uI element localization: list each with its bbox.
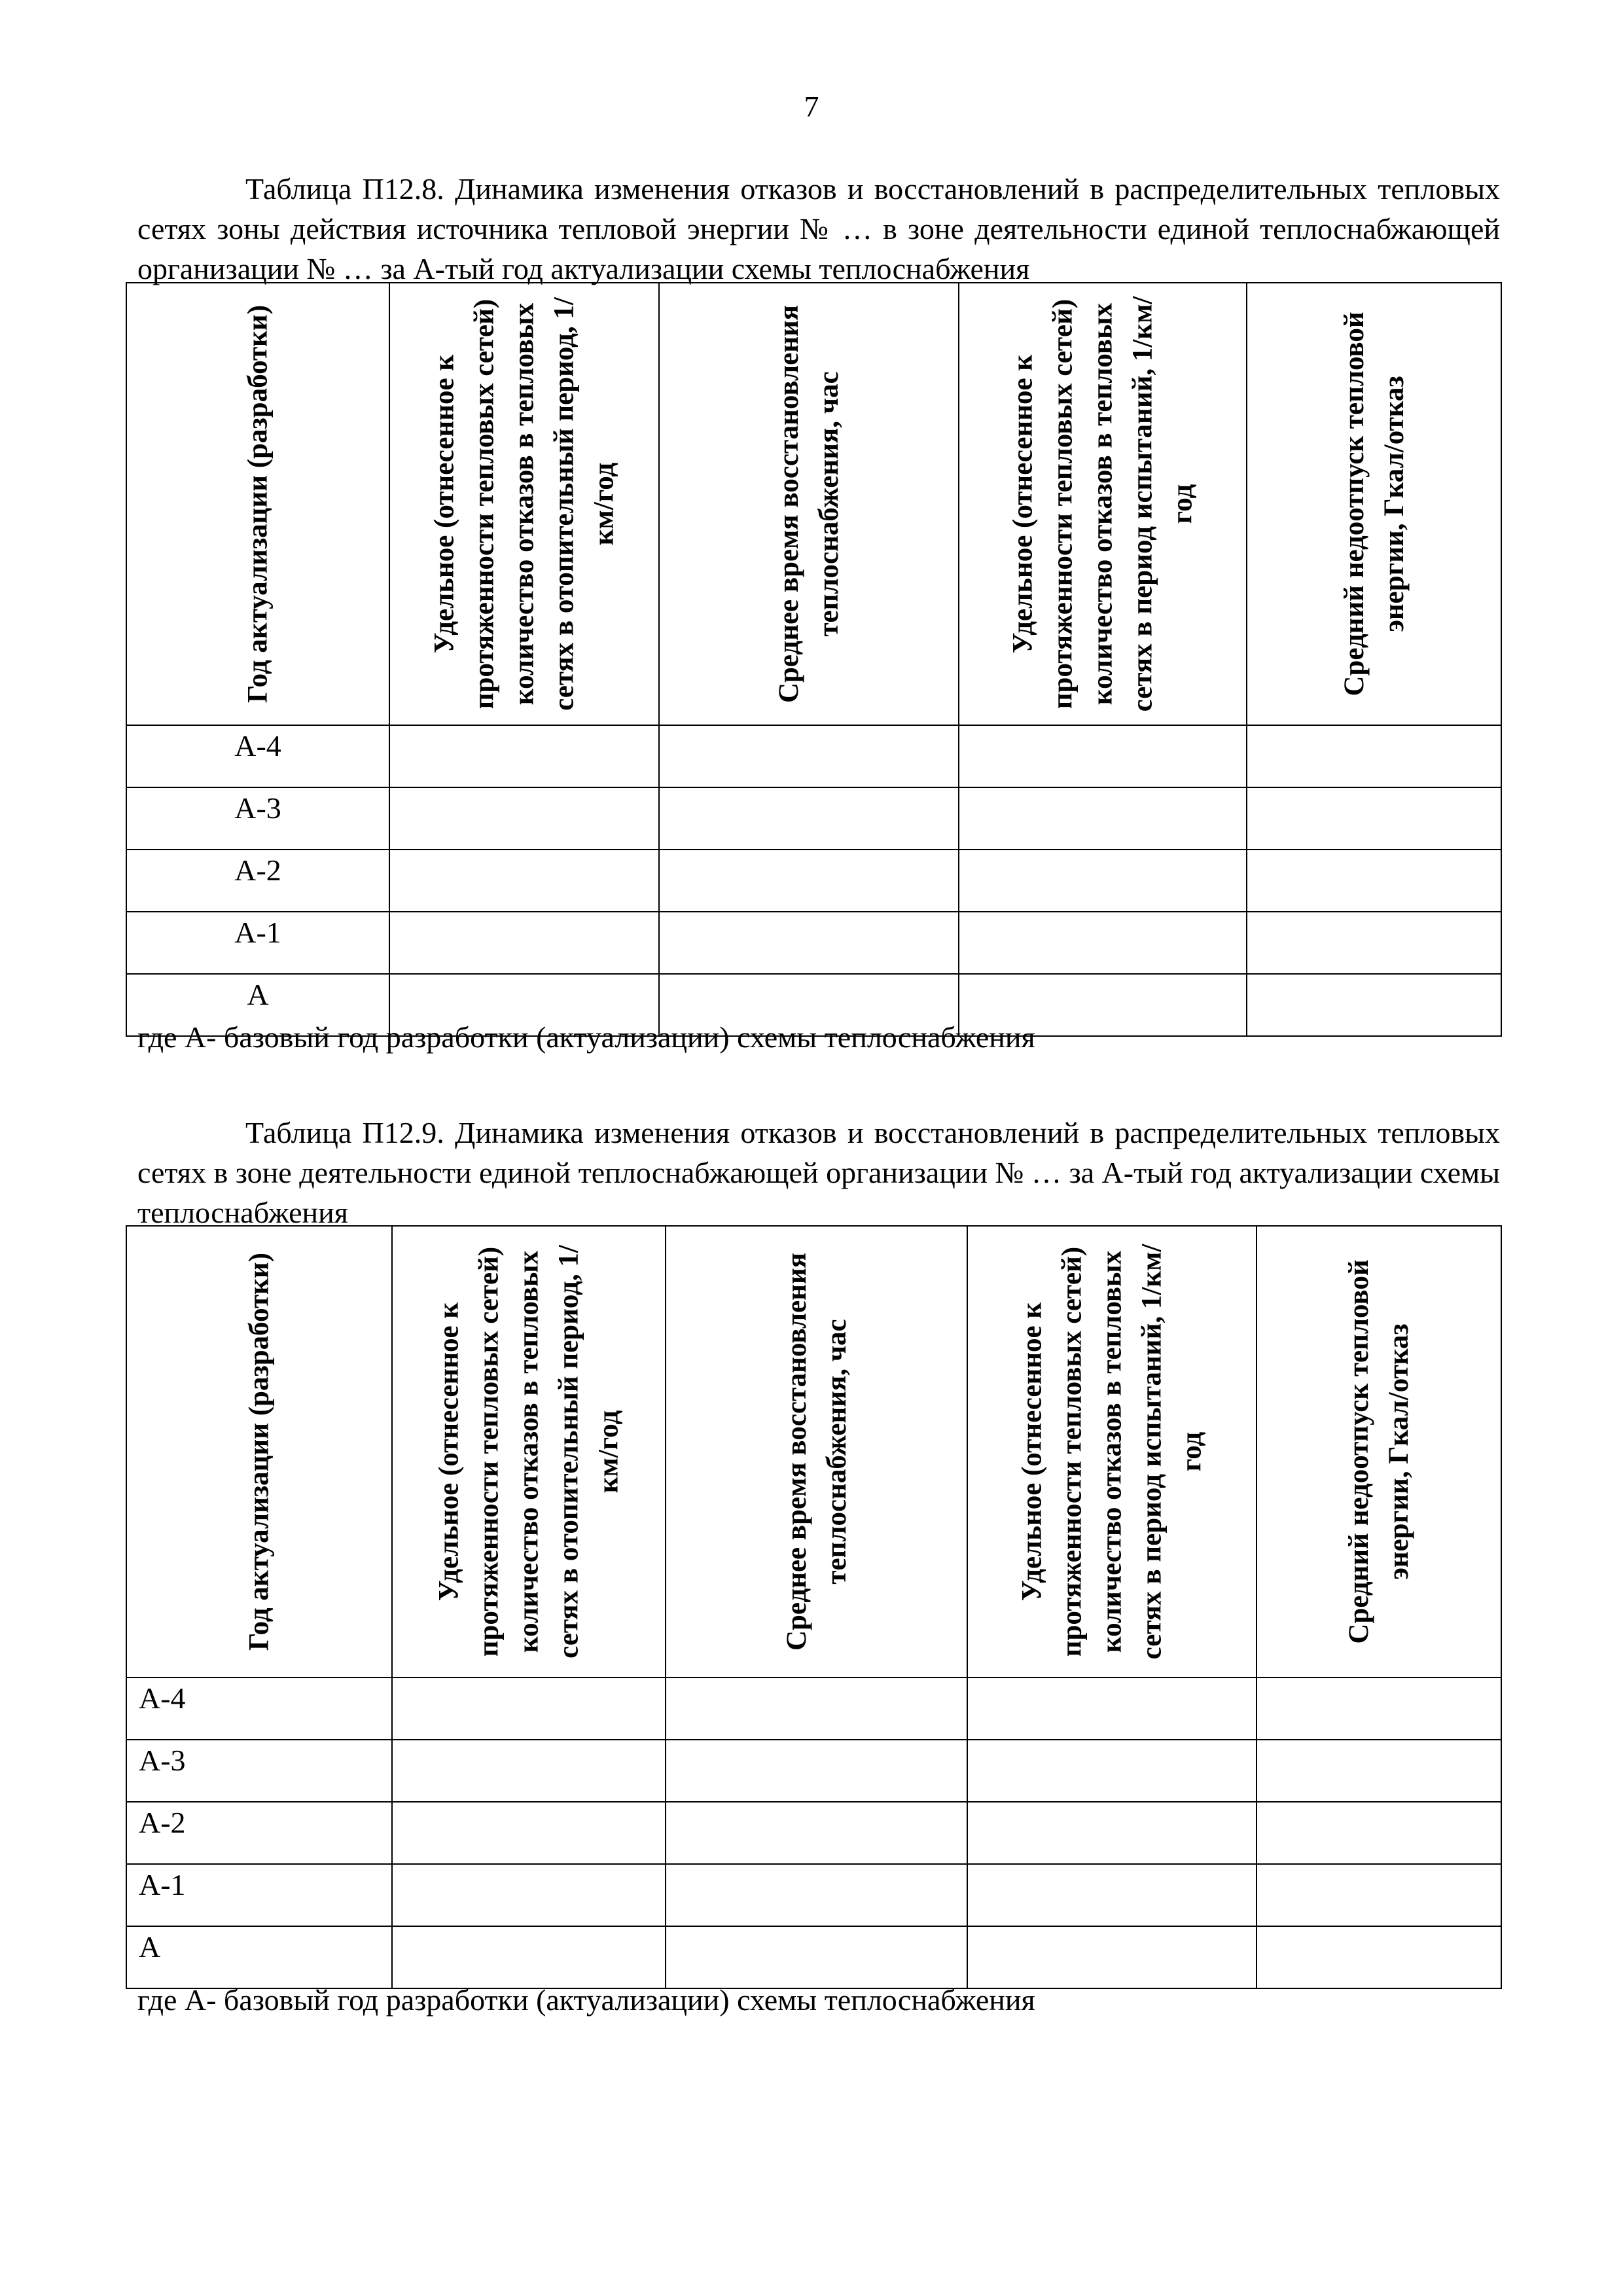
table-cell bbox=[1257, 1802, 1501, 1864]
table-cell bbox=[967, 1740, 1257, 1802]
table-cell bbox=[967, 1677, 1257, 1740]
table-cell bbox=[392, 1926, 666, 1988]
table1-note: где А- базовый год разработки (актуализации) схемы теплоснабжения bbox=[137, 1020, 1035, 1054]
table-cell bbox=[1257, 1864, 1501, 1926]
table-cell bbox=[389, 787, 659, 850]
table1-year-cell: А bbox=[126, 974, 389, 1036]
table2-header-year: Год актуализации (разработки) bbox=[126, 1226, 392, 1677]
table-cell bbox=[1247, 974, 1501, 1036]
table-cell bbox=[959, 725, 1247, 787]
table2-year-cell: А-1 bbox=[126, 1864, 392, 1926]
table-cell bbox=[666, 1740, 967, 1802]
table-row bbox=[126, 1802, 1501, 1864]
table-row bbox=[126, 725, 1501, 787]
table-row bbox=[126, 912, 1501, 974]
table-cell bbox=[967, 1802, 1257, 1864]
table-cell bbox=[1257, 1677, 1501, 1740]
table-cell bbox=[666, 1677, 967, 1740]
table1-header-year: Год актуализации (разработки) bbox=[126, 283, 389, 725]
table2-year-cell: А-2 bbox=[126, 1802, 392, 1864]
table1-year-cell: А-3 bbox=[126, 787, 389, 850]
table-cell bbox=[1257, 1740, 1501, 1802]
table1 bbox=[126, 282, 1502, 1037]
table-cell bbox=[392, 1802, 666, 1864]
table1-year-cell: А-1 bbox=[126, 912, 389, 974]
table-cell bbox=[959, 787, 1247, 850]
table-cell bbox=[392, 1864, 666, 1926]
table2 bbox=[126, 1225, 1502, 1989]
table1-year-cell: А-2 bbox=[126, 850, 389, 912]
table-cell bbox=[659, 725, 959, 787]
table-cell bbox=[959, 912, 1247, 974]
table-cell bbox=[1257, 1926, 1501, 1988]
table1-year-cell: А-4 bbox=[126, 725, 389, 787]
table2-year-cell: А-3 bbox=[126, 1740, 392, 1802]
table-cell bbox=[959, 850, 1247, 912]
table2-header-recovery-time: Среднее время восстановления теплоснабжения, час bbox=[666, 1226, 967, 1677]
table-cell bbox=[659, 912, 959, 974]
table2-header-failures-heating: Удельное (отнесенное к протяженности тепловых сетей) количество отказов в тепловых сетях в отопительный период, 1/км/год bbox=[392, 1226, 666, 1677]
table2-header-failures-testing: Удельное (отнесенное к протяженности тепловых сетей) количество отказов в тепловых сетях в период испытаний, 1/км/год bbox=[967, 1226, 1257, 1677]
table2-header-row bbox=[126, 1226, 1501, 1677]
table-cell bbox=[666, 1802, 967, 1864]
table-row bbox=[126, 1926, 1501, 1988]
table-cell bbox=[666, 1864, 967, 1926]
table-cell bbox=[1247, 787, 1501, 850]
table1-header-undersupply: Средний недоотпуск тепловой энергии, Гкал/отказ bbox=[1247, 283, 1501, 725]
table-cell bbox=[389, 912, 659, 974]
table2-header-undersupply: Средний недоотпуск тепловой энергии, Гкал/отказ bbox=[1257, 1226, 1501, 1677]
table-cell bbox=[1247, 912, 1501, 974]
table1-header-row bbox=[126, 283, 1501, 725]
table1-header-recovery-time: Среднее время восстановления теплоснабжения, час bbox=[659, 283, 959, 725]
table-cell bbox=[1247, 725, 1501, 787]
table1-header-failures-testing: Удельное (отнесенное к протяженности тепловых сетей) количество отказов в тепловых сетях в период испытаний, 1/км/год bbox=[959, 283, 1247, 725]
table-cell bbox=[659, 787, 959, 850]
table1-caption: Таблица П12.8. Динамика изменения отказов и восстановлений в распределительных тепловых сетях зоны действия источника тепловой энергии № … в зоне деятельности единой теплоснабжающей организации № … за А-тый год актуализации схемы теплоснабжения bbox=[137, 172, 1500, 285]
table1-header-failures-heating: Удельное (отнесенное к протяженности тепловых сетей) количество отказов в тепловых сетях в отопительный период, 1/км/год bbox=[389, 283, 659, 725]
table-row bbox=[126, 787, 1501, 850]
table2-caption: Таблица П12.9. Динамика изменения отказов и восстановлений в распределительных тепловых сетях в зоне деятельности единой теплоснабжающей организации № … за А-тый год актуализации схемы теплоснабжения bbox=[137, 1116, 1500, 1229]
table-row bbox=[126, 1677, 1501, 1740]
page-number: 7 bbox=[804, 90, 819, 123]
table2-note: где А- базовый год разработки (актуализации) схемы теплоснабжения bbox=[137, 1983, 1035, 2017]
table-cell bbox=[392, 1677, 666, 1740]
table-cell bbox=[666, 1926, 967, 1988]
table-cell bbox=[392, 1740, 666, 1802]
table-cell bbox=[659, 850, 959, 912]
table-row bbox=[126, 1864, 1501, 1926]
table-row bbox=[126, 850, 1501, 912]
table-cell bbox=[967, 1864, 1257, 1926]
table2-year-cell: А bbox=[126, 1926, 392, 1988]
table-cell bbox=[389, 725, 659, 787]
table-cell bbox=[1247, 850, 1501, 912]
table-row bbox=[126, 1740, 1501, 1802]
table-cell bbox=[967, 1926, 1257, 1988]
table2-year-cell: А-4 bbox=[126, 1677, 392, 1740]
table-cell bbox=[389, 850, 659, 912]
